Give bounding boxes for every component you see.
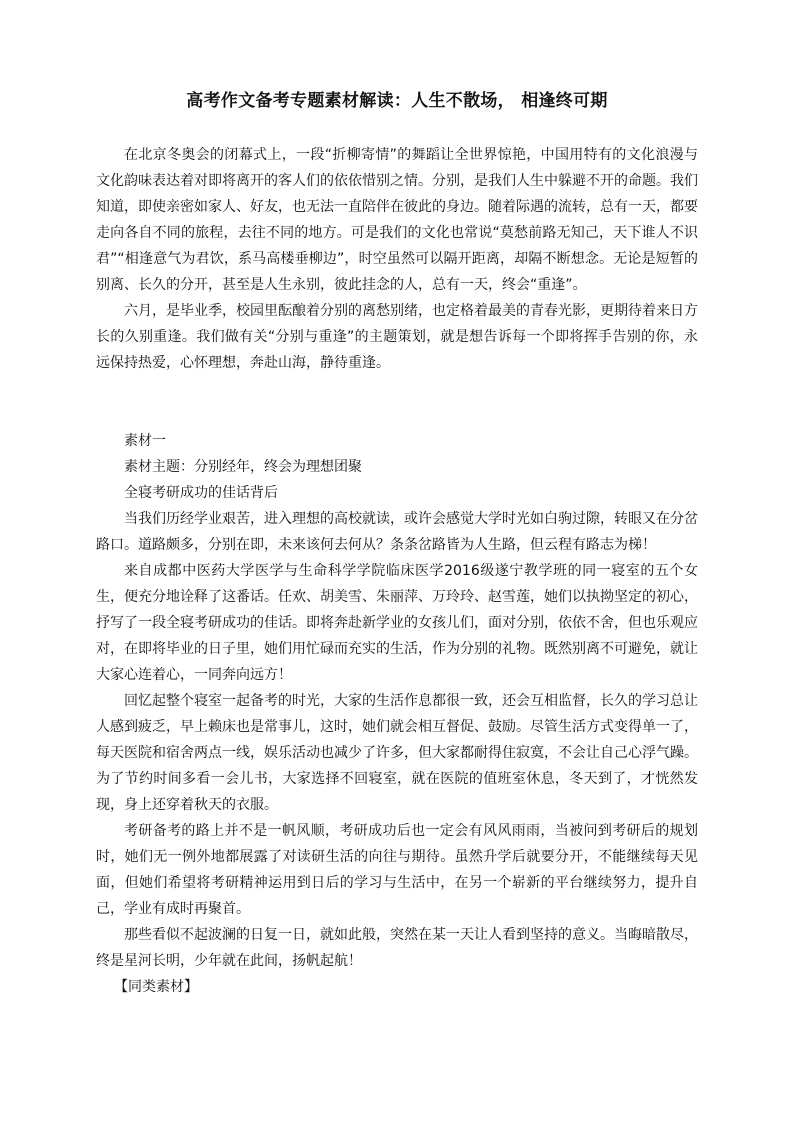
material-paragraph: 当我们历经学业艰苦，进入理想的高校就读，或许会感觉大学时光如白驹过隙，转眼又在分岔路口。道路颇多，分别在即，未来该何去何从？条条岔路皆为人生路，但云程有路志为梯！ (96, 511, 698, 553)
material-paragraph: 来自成都中医药大学医学与生命科学学院临床医学2016级遂宁教学班的同一寝室的五个女生，便充分地诠释了这番话。任欢、胡美雪、朱丽萍、万玲玲、赵雪莲，她们以执拗坚定的初心，抒写了一段全寝考研成功的佳话。即将奔赴新学业的女孩儿们，面对分别，依依不舍，但也乐观应对，在即将毕业的日子里，她们用忙碌而充实的生活，作为分别的礼物。既然别离不可避免，就让大家心连着心，一同奔向远方！ (96, 563, 698, 683)
intro-paragraph: 六月，是毕业季，校园里酝酿着分别的离愁别绪，也定格着最美的青春光影，更期待着来日方长的久别重逢。我们做有关“分别与重逢”的主题策划，就是想告诉每一个即将挥手告别的你，永远保持热爱，心怀理想，奔赴山海，静待重逢。 (96, 303, 698, 371)
material-heading: 素材一 (124, 433, 166, 449)
document-body (96, 142, 698, 1000)
document-title: 高考作文备考专题素材解读：人生不散场， 相逢终可期 (186, 91, 608, 111)
intro-paragraph: 在北京冬奥会的闭幕式上，一段“折柳寄情”的舞蹈让全世界惊艳，中国用特有的文化浪漫与文化韵味表达着对即将离开的客人们的依依惜别之情。分别，是我们人生中躲避不开的命题。我们知道，即使亲密如家人、好友，也无法一直陪伴在彼此的身边。随着际遇的流转，总有一天，都要走向各自不同的旅程，去往不同的地方。可是我们的文化也常说“莫愁前路无知己，天下谁人不识君”“相逢意气为君饮，系马高楼垂柳边”，时空虽然可以隔开距离，却隔不断想念。无论是短暂的别离、长久的分开，甚至是人生永别，彼此挂念的人，总有一天，终会“重逢”。 (96, 147, 698, 293)
material-theme: 素材主题：分别经年，终会为理想团聚 (124, 459, 362, 475)
material-paragraph: 回忆起整个寝室一起备考的时光，大家的生活作息都很一致，还会互相监督，长久的学习总让人感到疲乏，早上赖床也是常事儿，这时，她们就会相互督促、鼓励。尽管生活方式变得单一了，每天医院和宿舍两点一线，娱乐活动也减少了许多，但大家都耐得住寂寞，不会让自己心浮气躁。为了节约时间多看一会儿书，大家选择不回寝室，就在医院的值班室休息，冬天到了，才恍然发现，身上还穿着秋天的衣服。 (96, 693, 698, 813)
material-subtitle: 全寝考研成功的佳话背后 (124, 485, 278, 501)
material-paragraph: 考研备考的路上并不是一帆风顺，考研成功后也一定会有风风雨雨，当被问到考研后的规划时，她们无一例外地都展露了对读研生活的向往与期待。虽然升学后就要分开，不能继续每天见面，但她们希望将考研精神运用到日后的学习与生活中，在另一个崭新的平台继续努力，提升自己，学业有成时再聚首。 (96, 823, 698, 917)
spacer (96, 402, 698, 428)
spacer (96, 376, 698, 402)
material-paragraph: 那些看似不起波澜的日复一日，就如此般，突然在某一天让人看到坚持的意义。当晦暗散尽，终是星河长明，少年就在此间，扬帆起航！ (96, 927, 698, 969)
related-materials-label: 【同类素材】 (114, 979, 198, 995)
